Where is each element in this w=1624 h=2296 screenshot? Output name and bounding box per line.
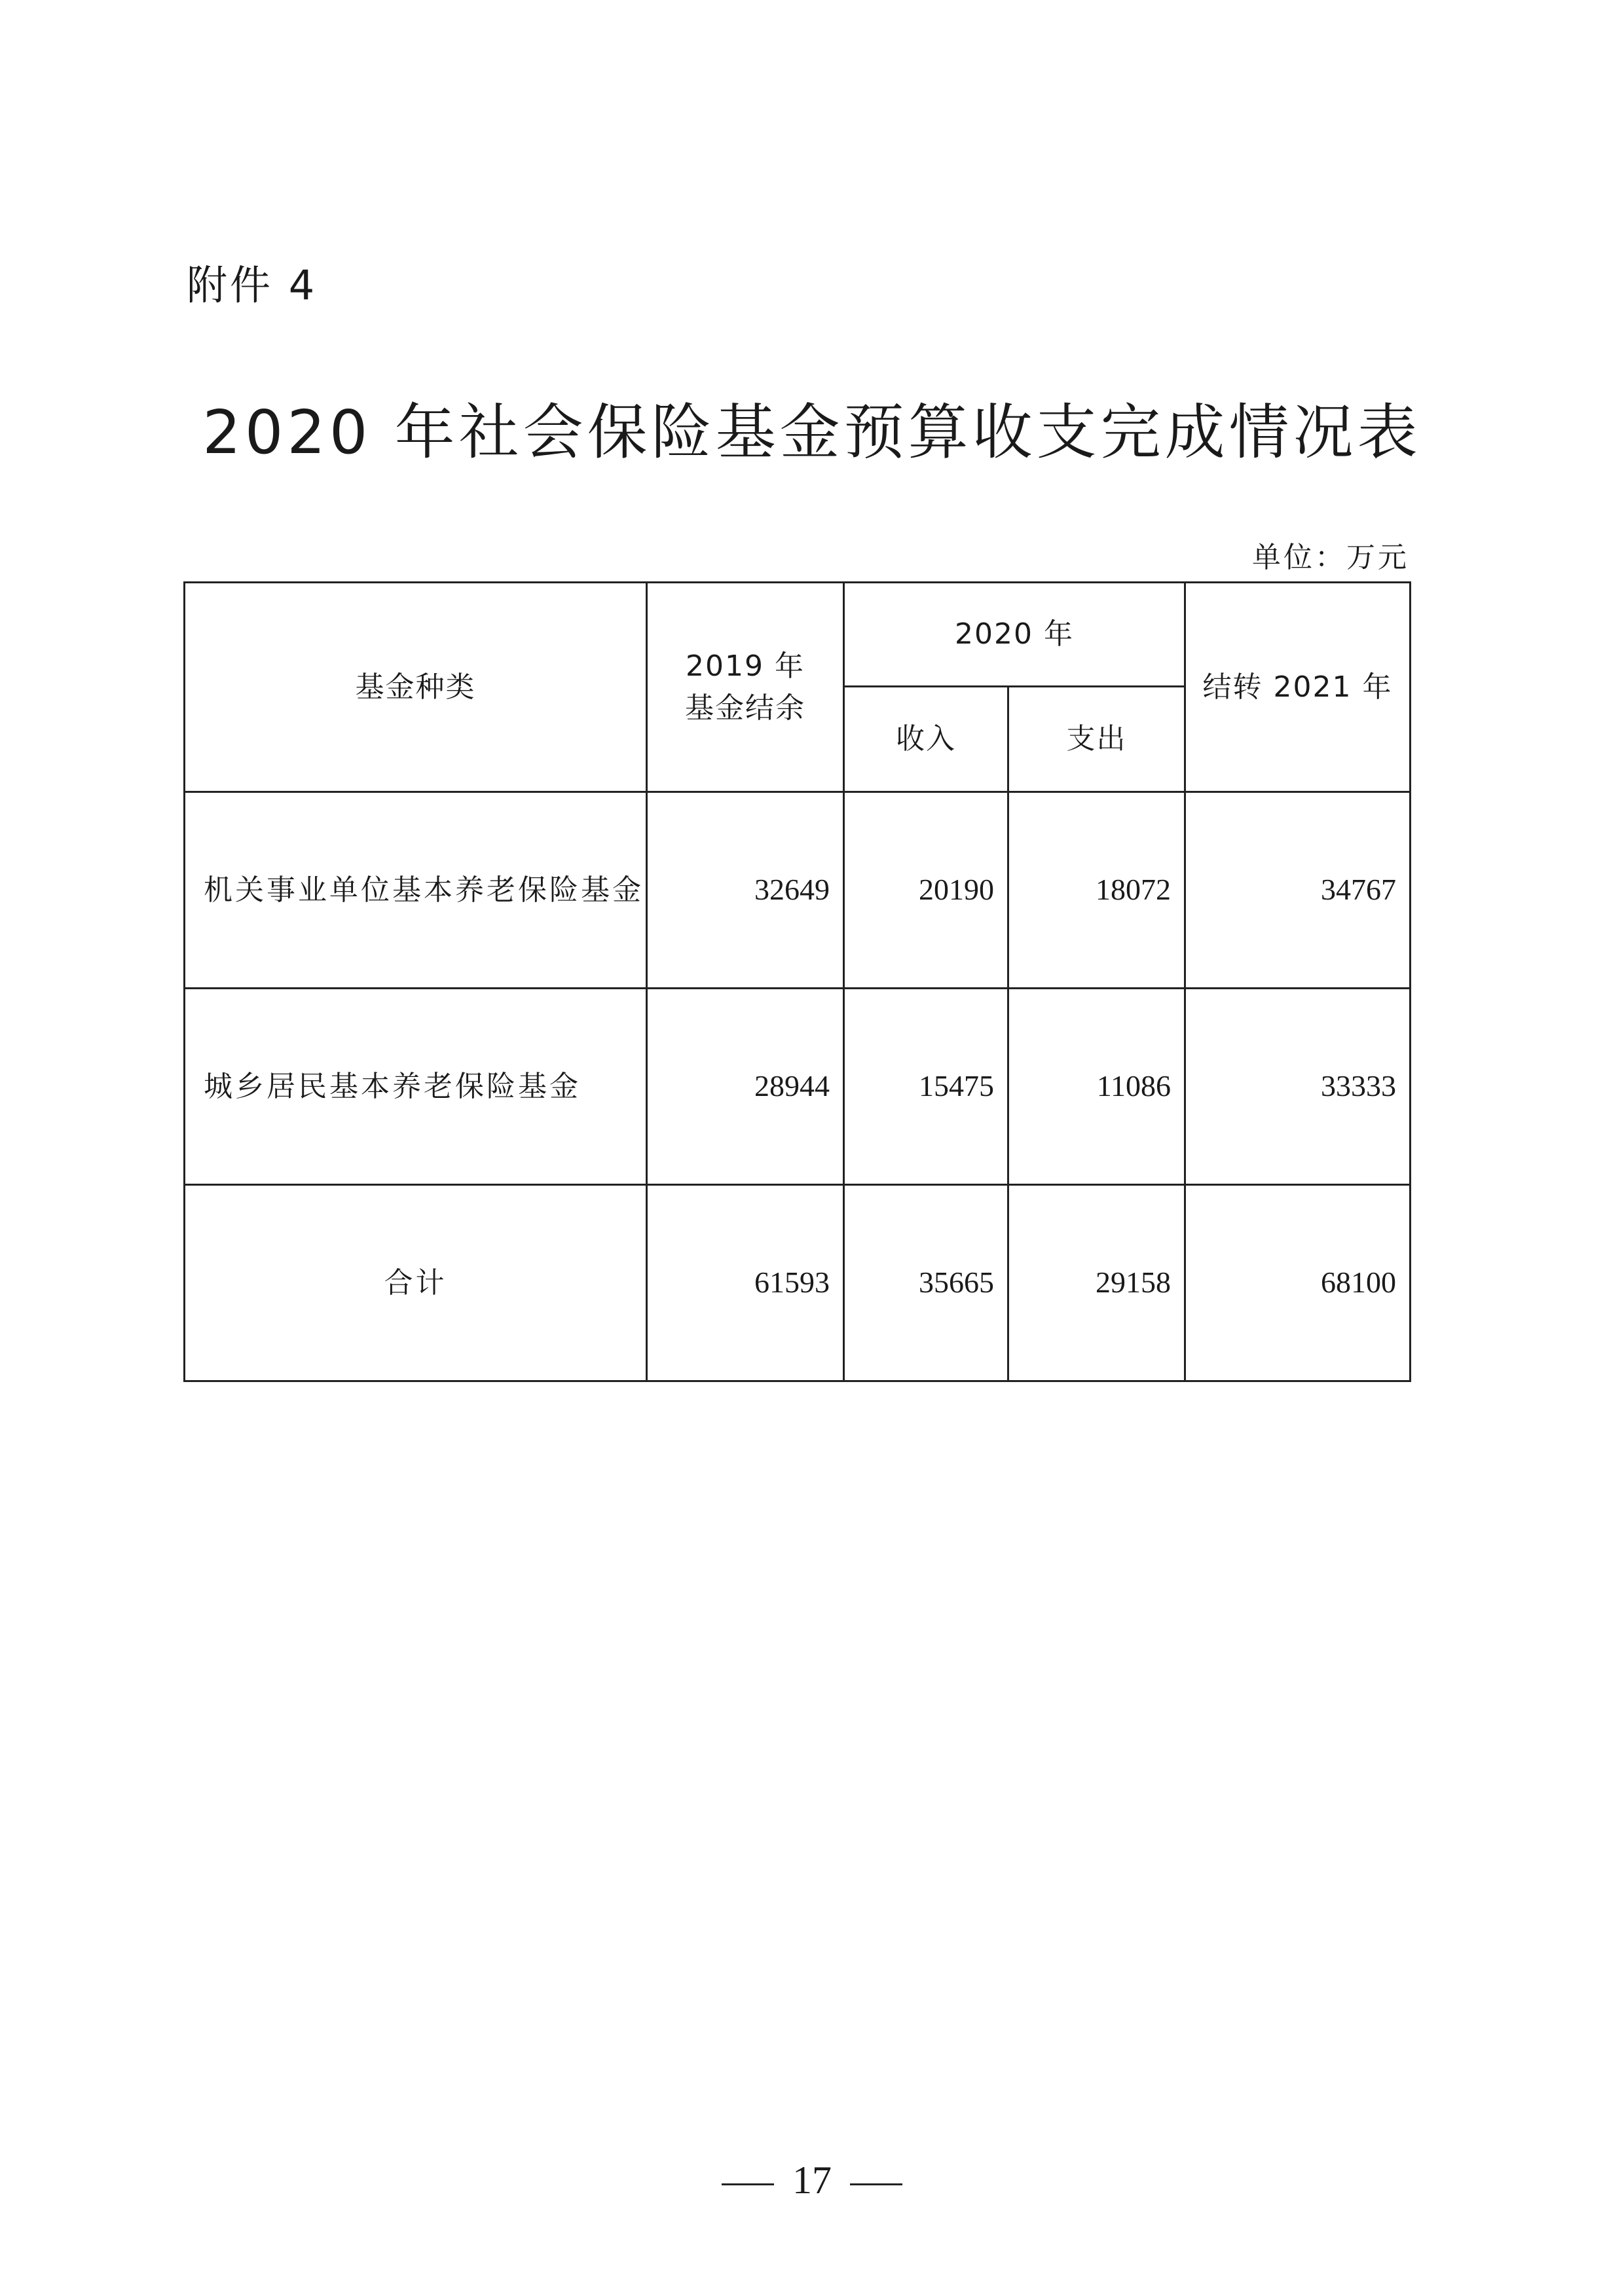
- header-balance-2019-line1: 2019 年: [686, 649, 805, 683]
- header-expenditure: 支出: [1008, 687, 1185, 792]
- header-balance-2019-line2: 基金结余: [685, 691, 805, 725]
- page-title: 2020 年社会保险基金预算收支完成情况表: [202, 397, 1422, 467]
- attachment-label: 附件 4: [187, 261, 318, 309]
- carryover-2021-cell: 33333: [1185, 989, 1411, 1185]
- balance-2019-cell: 28944: [647, 989, 844, 1185]
- balance-2019-cell: 32649: [647, 792, 844, 989]
- total-expenditure-2020-cell: 29158: [1008, 1185, 1185, 1381]
- header-row-1: [185, 583, 1411, 687]
- total-carryover-2021-cell: 68100: [1185, 1185, 1411, 1381]
- total-label-cell: 合计: [185, 1185, 647, 1381]
- income-2020-cell: 20190: [844, 792, 1008, 989]
- table-row: [185, 792, 1411, 989]
- header-carryover-2021: 结转 2021 年: [1185, 583, 1411, 792]
- fund-budget-table: [183, 581, 1411, 1382]
- unit-label: 单位：万元: [1252, 541, 1409, 574]
- page-number-dash-right: [850, 2183, 902, 2185]
- carryover-2021-cell: 34767: [1185, 792, 1411, 989]
- header-fund-type: 基金种类: [185, 583, 647, 792]
- header-income: 收入: [844, 687, 1008, 792]
- page-number: [0, 2160, 1624, 2200]
- table-row: [185, 989, 1411, 1185]
- total-row: [185, 1185, 1411, 1381]
- fund-name-cell: 机关事业单位基本养老保险基金: [185, 792, 647, 989]
- page-number-dash-left: [722, 2183, 774, 2185]
- total-balance-2019-cell: 61593: [647, 1185, 844, 1381]
- income-2020-cell: 15475: [844, 989, 1008, 1185]
- total-income-2020-cell: 35665: [844, 1185, 1008, 1381]
- header-year-2020: 2020 年: [844, 583, 1185, 687]
- header-balance-2019: [647, 583, 844, 792]
- page-number-value: 17: [792, 2159, 832, 2202]
- fund-name-cell: 城乡居民基本养老保险基金: [185, 989, 647, 1185]
- expenditure-2020-cell: 18072: [1008, 792, 1185, 989]
- expenditure-2020-cell: 11086: [1008, 989, 1185, 1185]
